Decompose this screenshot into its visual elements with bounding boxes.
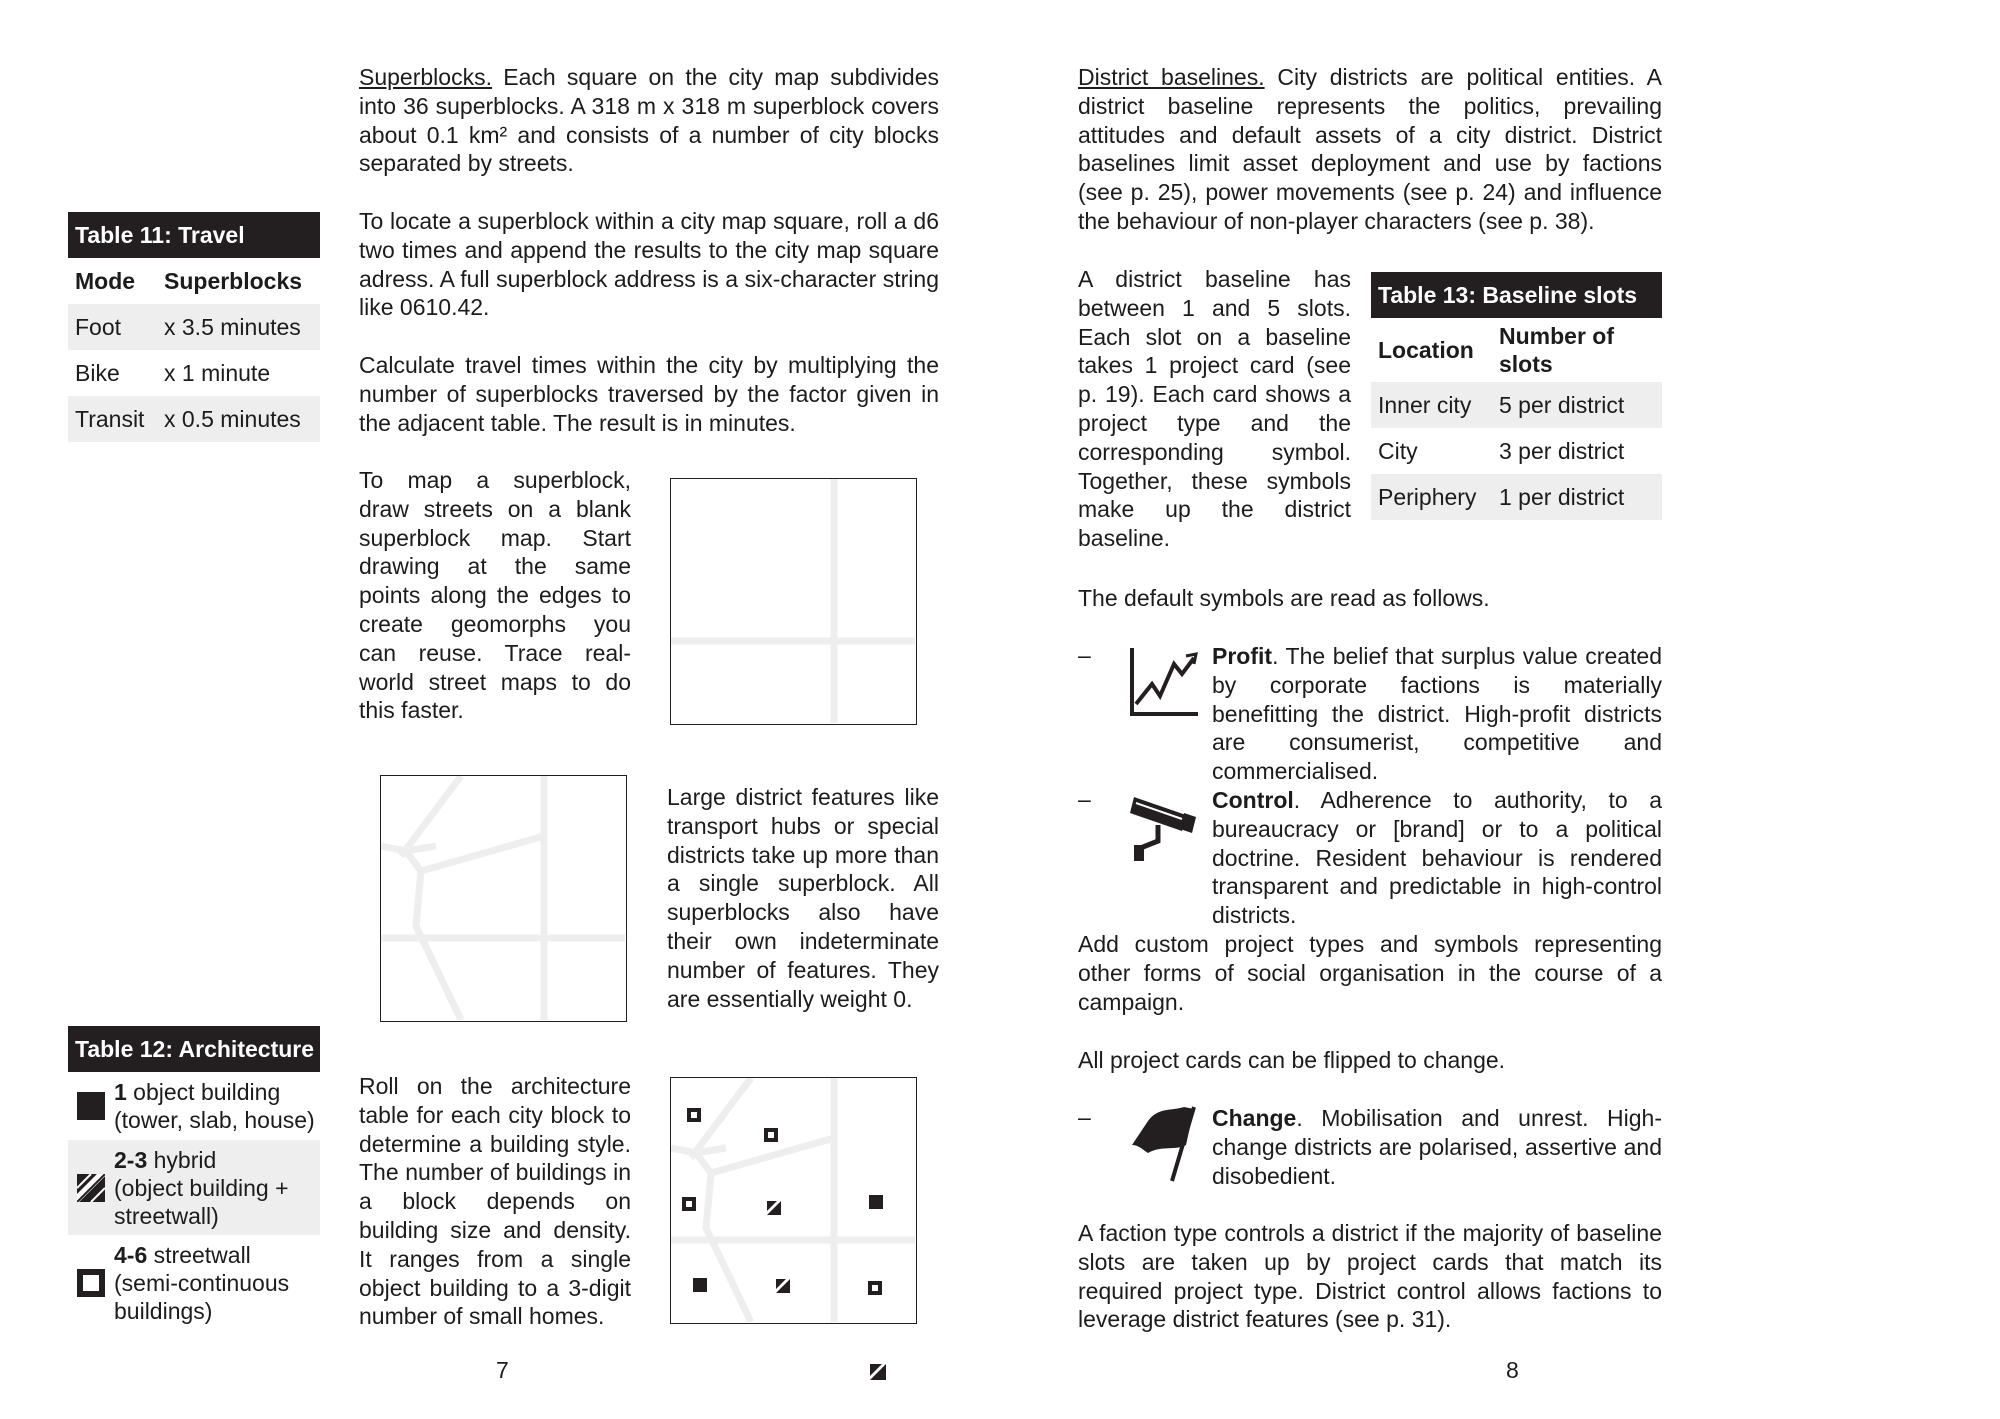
profit-chart-icon: [1128, 646, 1200, 718]
table-row: [68, 304, 320, 350]
cell-location: City: [1378, 437, 1418, 464]
superblock-map-buildings: [670, 1077, 917, 1324]
table-row: [1371, 382, 1662, 428]
table-row: [68, 1072, 320, 1140]
surveillance-camera-icon: [1128, 789, 1200, 861]
cell-location: Inner city: [1378, 391, 1472, 418]
hollow-square-icon: [77, 1269, 105, 1297]
column-header-slots: Number of slots: [1499, 323, 1614, 377]
paragraph-default-symbols: The default symbols are read as follows.: [1078, 585, 1490, 611]
table-row: [1371, 474, 1662, 520]
paragraph-control: Control. Adherence to authority, to a bureaucracy or [brand] or to a political doctrine. Resident behaviour is rendered transparent and predictable in high-control districts.: [1212, 787, 1662, 929]
paragraph-custom-types: Add custom project types and symbols representing other forms of social organisation in the course of a campaign.: [1078, 931, 1662, 1015]
table-row: [68, 350, 320, 396]
table-header-row: [1371, 318, 1662, 382]
cell-slots: 3 per district: [1499, 437, 1625, 464]
table-row: [68, 1140, 320, 1235]
cell-mode: Transit: [75, 405, 145, 432]
table-row: [68, 1235, 320, 1330]
paragraph-architecture: Roll on the architecture table for each city block to determine a building style. The number of buildings in a block depends on building size and density. It ranges from a single object building to a 3-digit number of small homes.: [359, 1073, 631, 1330]
paragraph-map: To map a superblock, draw streets on a blank superblock map. Start drawing at the same points along the edges to create geomorphs you can reuse. Trace real-world street maps to do this faster.: [359, 467, 631, 724]
list-dash: –: [1078, 642, 1091, 668]
list-dash: –: [1078, 1104, 1091, 1130]
flag-icon: [1128, 1105, 1200, 1183]
cell-slots: 1 per district: [1499, 483, 1625, 510]
table-row: [1371, 428, 1662, 474]
paragraph-baseline-slots: A district baseline has between 1 and 5 slots. Each slot on a baseline takes 1 project card (see p. 19). Each card shows a project type and the corresponding symbol. Together, these symbols make up the district baseline.: [1078, 266, 1351, 552]
column-header-mode: Mode: [75, 267, 136, 294]
cell-mode: Foot: [75, 313, 122, 340]
paragraph-change: Change. Mobilisation and unrest. High-change districts are polarised, assertive and disobedient.: [1212, 1105, 1662, 1189]
solid-square-icon: [77, 1092, 105, 1120]
column-header-superblocks: Superblocks: [164, 267, 303, 294]
row-text: 1 object building (tower, slab, house): [114, 1079, 315, 1133]
table-row: [68, 396, 320, 442]
cell-value: x 0.5 minutes: [164, 405, 301, 432]
hatched-square-icon: [870, 1364, 886, 1380]
paragraph-travel: Calculate travel times within the city by multiplying the number of superblocks traversed by the factor given in the adjacent table. The result is in minutes.: [359, 352, 939, 436]
cell-mode: Bike: [75, 359, 120, 386]
paragraph-faction-control: A faction type controls a district if the majority of baseline slots are taken up by project cards that match its required project type. District control allows factions to leverage district features (see p. 31).: [1078, 1220, 1662, 1333]
paragraph-locate: To locate a superblock within a city map square, roll a d6 two times and append the results to the city map square adress. A full superblock address is a six-character string like 0610.42.: [359, 208, 939, 321]
cell-slots: 5 per district: [1499, 391, 1625, 418]
page-number-left: 7: [496, 1357, 509, 1383]
column-header-location: Location: [1378, 336, 1474, 363]
page-number-right: 8: [1506, 1357, 1519, 1383]
table-baseline-slots: [1371, 272, 1662, 520]
superblock-map-blank: [670, 478, 917, 725]
table-header-row: [68, 258, 320, 304]
list-dash: –: [1078, 786, 1091, 812]
table-title: Table 12: Architecture: [68, 1026, 320, 1072]
table-title: Table 13: Baseline slots: [1371, 272, 1662, 318]
paragraph-superblocks: Superblocks. Each square on the city map subdivides into 36 superblocks. A 318 m x 318 m superblock covers about 0.1 km² and consists of a number of city blocks separated by streets.: [359, 64, 939, 177]
paragraph-district-baselines: District baselines. City districts are political entities. A district baseline represents the politics, prevailing attitudes and default assets of a city district. District baselines limit asset deployment and use by factions (see p. 25), power movements (see p. 24) and influence the behaviour of non-player characters (see p. 38).: [1078, 64, 1663, 234]
paragraph-flip-cards: All project cards can be flipped to change.: [1078, 1047, 1506, 1073]
hatched-square-icon: [77, 1174, 105, 1202]
cell-value: x 3.5 minutes: [164, 313, 301, 340]
cell-value: x 1 minute: [164, 359, 271, 386]
table-title: Table 11: Travel: [68, 212, 320, 258]
paragraph-profit: Profit. The belief that surplus value created by corporate factions is materially benefitting the district. High-profit districts are consumerist, competitive and commercialised.: [1212, 643, 1662, 785]
row-text: 2-3 hybrid (object building + streetwall): [114, 1146, 289, 1229]
table-travel: [68, 212, 320, 442]
paragraph-features: Large district features like transport hubs or special districts take up more than a single superblock. All superblocks also have their own indeterminate number of features. They are essentially weight 0.: [667, 784, 939, 1012]
row-text: 4-6 streetwall (semi-continuous buildings): [114, 1241, 290, 1324]
table-architecture: [68, 1026, 320, 1330]
superblock-map-streets: [380, 775, 627, 1022]
cell-location: Periphery: [1378, 483, 1477, 510]
